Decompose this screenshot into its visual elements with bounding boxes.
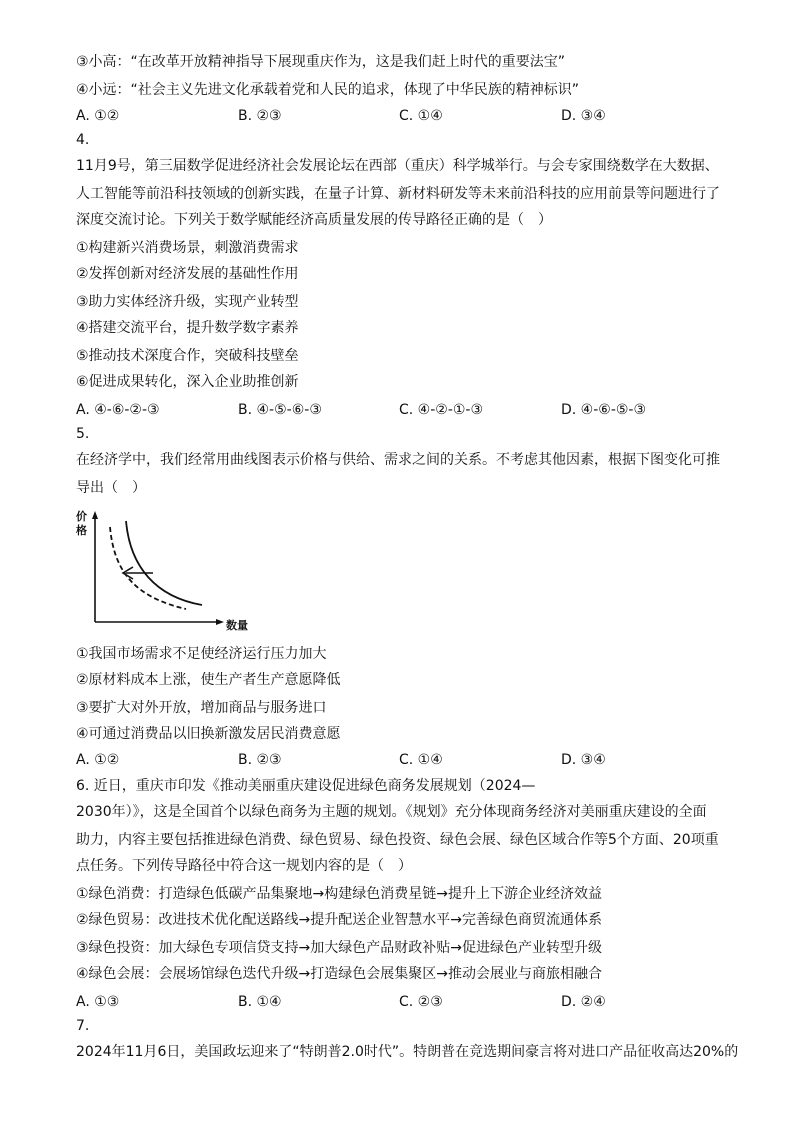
q4-option-a: A. ④-⑥-②-③	[76, 402, 160, 418]
q3-option-c: C. ①④	[399, 108, 443, 124]
q5-item-2: ②原材料成本上涨，使生产者生产意愿降低	[76, 672, 341, 688]
q6-option-d: D. ②④	[561, 994, 606, 1010]
q6-stem-line-1: 6. 近日，重庆市印发《推动美丽重庆建设促进绿色商务发展规划（2024—	[76, 778, 536, 794]
q3-option-b: B. ②③	[238, 108, 282, 124]
q5-stem-line-2: 导出（ ）	[76, 480, 146, 496]
q5-option-b: B. ②③	[238, 752, 282, 768]
q6-stem-line-4: 点任务。下列传导路径中符合这一规划内容的是（ ）	[76, 858, 412, 874]
q4-option-b: B. ④-⑤-⑥-③	[238, 402, 322, 418]
q4-option-c: C. ④-②-①-③	[399, 402, 484, 418]
q4-item-6: ⑥促进成果转化，深入企业助推创新	[76, 374, 299, 390]
q5-option-a: A. ①②	[76, 752, 120, 768]
graph-x-label: 数量	[226, 619, 248, 632]
graph-y-label-2: 格	[76, 524, 87, 537]
q4-item-4: ④搭建交流平台，提升数学数字素养	[76, 320, 299, 336]
q3-option-d: D. ③④	[561, 108, 606, 124]
q6-option-b: B. ①④	[238, 994, 282, 1010]
q3-option-a: A. ①②	[76, 108, 120, 124]
q4-number: 4.	[76, 132, 90, 148]
q6-item-1: ①绿色消费：打造绿色低碳产品集聚地→构建绿色消费星链→提升上下游企业经济效益	[76, 886, 603, 902]
q6-item-4: ④绿色会展：会展场馆绿色迭代升级→打造绿色会展集聚区→推动会展业与商旅相融合	[76, 966, 603, 982]
q7-number: 7.	[76, 1018, 90, 1034]
q5-number: 5.	[76, 426, 90, 442]
q6-option-a: A. ①③	[76, 994, 120, 1010]
supply-demand-graph	[74, 505, 254, 635]
q5-stem-line-1: 在经济学中，我们经常用曲线图表示价格与供给、需求之间的关系。不考虑其他因素，根据下图变化可推	[76, 452, 720, 468]
q5-item-4: ④可通过消费品以旧换新激发居民消费意愿	[76, 726, 341, 742]
q5-option-d: D. ③④	[561, 752, 606, 768]
q5-item-1: ①我国市场需求不足使经济运行压力加大	[76, 646, 327, 662]
q3-statement-3: ③小高：“在改革开放精神指导下展现重庆作为，这是我们赶上时代的重要法宝”	[76, 54, 566, 70]
q4-item-3: ③助力实体经济升级，实现产业转型	[76, 294, 299, 310]
q4-item-2: ②发挥创新对经济发展的基础性作用	[76, 266, 299, 282]
q6-option-c: C. ②③	[399, 994, 443, 1010]
q7-stem-line-1: 2024年11月6日，美国政坛迎来了“特朗普2.0时代”。特朗普在竞选期间豪言将对进口产品征收高达20%的	[76, 1044, 739, 1060]
q3-statement-4: ④小远：“社会主义先进文化承载着党和人民的追求，体现了中华民族的精神标识”	[76, 82, 580, 98]
q5-item-3: ③要扩大对外开放，增加商品与服务进口	[76, 700, 327, 716]
graph-y-label-1: 价	[76, 510, 87, 523]
q6-item-2: ②绿色贸易：改进技术优化配送路线→提升配送企业智慧水平→完善绿色商贸流通体系	[76, 912, 603, 928]
graph-axes	[92, 511, 224, 625]
q4-option-d: D. ④-⑥-⑤-③	[561, 402, 647, 418]
q6-stem-line-3: 助力，内容主要包括推进绿色消费、绿色贸易、绿色投资、绿色会展、绿色区域合作等5个方面、20项重	[76, 832, 719, 848]
original-demand-curve	[126, 521, 202, 605]
q4-stem-line-1: 11月9号，第三届数学促进经济社会发展论坛在西部（重庆）科学城举行。与会专家围绕数学在大数据、	[76, 158, 719, 174]
q6-stem-line-2: 2030年）》，这是全国首个以绿色商务为主题的规划。《规划》充分体现商务经济对美丽重庆建设的全面	[76, 804, 707, 820]
q4-item-5: ⑤推动技术深度合作，突破科技壁垒	[76, 348, 299, 364]
q5-option-c: C. ①④	[399, 752, 443, 768]
q4-item-1: ①构建新兴消费场景，刺激消费需求	[76, 240, 299, 256]
q4-stem-line-2: 人工智能等前沿科技领域的创新实践，在量子计算、新材料研发等未来前沿科技的应用前景等问题进行了	[76, 186, 720, 202]
q4-stem-line-3: 深度交流讨论。下列关于数学赋能经济高质量发展的传导路径正确的是（ ）	[76, 212, 552, 228]
q6-item-3: ③绿色投资：加大绿色专项信贷支持→加大绿色产品财政补贴→促进绿色产业转型升级	[76, 940, 603, 956]
